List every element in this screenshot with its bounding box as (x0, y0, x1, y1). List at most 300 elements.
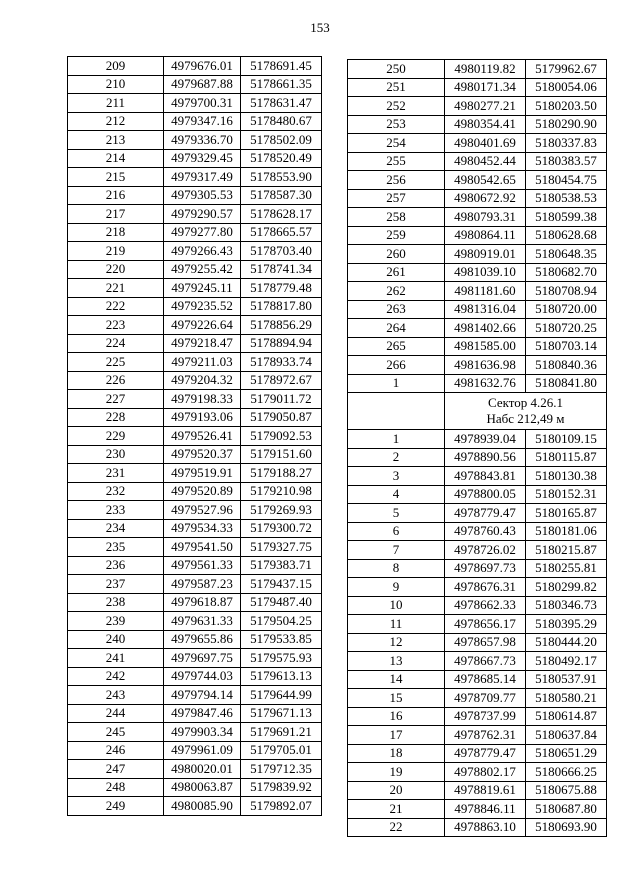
y-coordinate: 5178779.48 (241, 279, 322, 298)
x-coordinate: 4979687.88 (164, 75, 241, 94)
x-coordinate: 4979527.96 (164, 501, 241, 520)
y-coordinate: 5179151.60 (241, 445, 322, 464)
table-row (348, 615, 607, 634)
table-row (348, 115, 607, 134)
x-coordinate: 4979193.06 (164, 408, 241, 427)
table-row (348, 485, 607, 504)
point-number: 244 (68, 704, 164, 723)
table-row (348, 282, 607, 301)
point-number: 263 (348, 300, 445, 319)
table-row (348, 374, 607, 393)
x-coordinate: 4979744.03 (164, 667, 241, 686)
point-number: 243 (68, 686, 164, 705)
point-number: 241 (68, 649, 164, 668)
y-coordinate: 5180115.87 (526, 448, 607, 467)
point-number: 258 (348, 208, 445, 227)
y-coordinate: 5180614.87 (526, 707, 607, 726)
table-row (68, 260, 322, 279)
point-number: 242 (68, 667, 164, 686)
table-row (68, 408, 322, 427)
x-coordinate: 4979847.46 (164, 704, 241, 723)
y-coordinate: 5179575.93 (241, 649, 322, 668)
x-coordinate: 4979618.87 (164, 593, 241, 612)
table-row (68, 760, 322, 779)
point-number: 232 (68, 482, 164, 501)
point-number: 220 (68, 260, 164, 279)
x-coordinate: 4978846.11 (445, 800, 526, 819)
point-number: 236 (68, 556, 164, 575)
y-coordinate: 5180580.21 (526, 689, 607, 708)
point-number: 211 (68, 94, 164, 113)
point-number: 231 (68, 464, 164, 483)
point-number: 20 (348, 781, 445, 800)
table-row (68, 649, 322, 668)
table-row (68, 612, 322, 631)
x-coordinate: 4981316.04 (445, 300, 526, 319)
point-number: 237 (68, 575, 164, 594)
point-number: 18 (348, 744, 445, 763)
table-row (68, 575, 322, 594)
y-coordinate: 5178628.17 (241, 205, 322, 224)
y-coordinate: 5180840.36 (526, 356, 607, 375)
point-number: 265 (348, 337, 445, 356)
point-number: 21 (348, 800, 445, 819)
table-row (68, 630, 322, 649)
point-number: 221 (68, 279, 164, 298)
table-row (68, 556, 322, 575)
y-coordinate: 5178894.94 (241, 334, 322, 353)
y-coordinate: 5180841.80 (526, 374, 607, 393)
sector-header-row (348, 393, 607, 430)
table-row (348, 652, 607, 671)
y-coordinate: 5180152.31 (526, 485, 607, 504)
x-coordinate: 4980401.69 (445, 134, 526, 153)
table-row (348, 245, 607, 264)
table-row (68, 538, 322, 557)
table-row (348, 504, 607, 523)
table-row (68, 445, 322, 464)
table-row (348, 763, 607, 782)
x-coordinate: 4980171.34 (445, 78, 526, 97)
point-number: 228 (68, 408, 164, 427)
table-row (348, 726, 607, 745)
table-row (348, 596, 607, 615)
point-number: 250 (348, 60, 445, 79)
y-coordinate: 5179050.87 (241, 408, 322, 427)
x-coordinate: 4978737.99 (445, 707, 526, 726)
table-row (68, 279, 322, 298)
y-coordinate: 5178691.45 (241, 57, 322, 76)
point-number: 215 (68, 168, 164, 187)
coordinates-table-left (67, 56, 322, 816)
y-coordinate: 5180637.84 (526, 726, 607, 745)
y-coordinate: 5179300.72 (241, 519, 322, 538)
table-row (348, 559, 607, 578)
page-number: 153 (310, 20, 330, 35)
point-number: 266 (348, 356, 445, 375)
x-coordinate: 4979204.32 (164, 371, 241, 390)
point-number: 10 (348, 596, 445, 615)
table-row (348, 707, 607, 726)
point-number: 245 (68, 723, 164, 742)
table-row (348, 152, 607, 171)
x-coordinate: 4979697.75 (164, 649, 241, 668)
y-coordinate: 5180109.15 (526, 430, 607, 449)
point-number: 252 (348, 97, 445, 116)
y-coordinate: 5180181.06 (526, 522, 607, 541)
x-coordinate: 4979676.01 (164, 57, 241, 76)
x-coordinate: 4981181.60 (445, 282, 526, 301)
x-coordinate: 4978802.17 (445, 763, 526, 782)
point-number: 225 (68, 353, 164, 372)
table-row (348, 300, 607, 319)
point-number: 261 (348, 263, 445, 282)
x-coordinate: 4980919.01 (445, 245, 526, 264)
point-number: 216 (68, 186, 164, 205)
table-row (68, 741, 322, 760)
table-row (68, 168, 322, 187)
x-coordinate: 4979519.91 (164, 464, 241, 483)
point-number: 217 (68, 205, 164, 224)
y-coordinate: 5178520.49 (241, 149, 322, 168)
y-coordinate: 5178741.34 (241, 260, 322, 279)
point-number: 212 (68, 112, 164, 131)
y-coordinate: 5180203.50 (526, 97, 607, 116)
y-coordinate: 5178480.67 (241, 112, 322, 131)
table-row (68, 371, 322, 390)
x-coordinate: 4980020.01 (164, 760, 241, 779)
x-coordinate: 4981632.76 (445, 374, 526, 393)
x-coordinate: 4978779.47 (445, 744, 526, 763)
y-coordinate: 5178972.67 (241, 371, 322, 390)
table-row (348, 171, 607, 190)
x-coordinate: 4978843.81 (445, 467, 526, 486)
point-number: 229 (68, 427, 164, 446)
y-coordinate: 5180599.38 (526, 208, 607, 227)
table-row (68, 593, 322, 612)
point-number: 3 (348, 467, 445, 486)
sector-name: Сектор 4.26.1 (487, 395, 563, 410)
point-number: 222 (68, 297, 164, 316)
table-row (68, 519, 322, 538)
table-row (348, 97, 607, 116)
x-coordinate: 4980354.41 (445, 115, 526, 134)
y-coordinate: 5180538.53 (526, 189, 607, 208)
point-number: 218 (68, 223, 164, 242)
table-row (68, 501, 322, 520)
table-row (348, 578, 607, 597)
table-row (348, 208, 607, 227)
y-coordinate: 5179613.13 (241, 667, 322, 686)
table-row (68, 149, 322, 168)
y-coordinate: 5180648.35 (526, 245, 607, 264)
point-number: 248 (68, 778, 164, 797)
x-coordinate: 4979317.49 (164, 168, 241, 187)
x-coordinate: 4980085.90 (164, 797, 241, 816)
x-coordinate: 4978657.98 (445, 633, 526, 652)
x-coordinate: 4979520.37 (164, 445, 241, 464)
point-number: 13 (348, 652, 445, 671)
x-coordinate: 4978890.56 (445, 448, 526, 467)
x-coordinate: 4979245.11 (164, 279, 241, 298)
point-number: 251 (348, 78, 445, 97)
table-row (68, 353, 322, 372)
y-coordinate: 5179210.98 (241, 482, 322, 501)
x-coordinate: 4978779.47 (445, 504, 526, 523)
x-coordinate: 4979235.52 (164, 297, 241, 316)
point-number: 214 (68, 149, 164, 168)
point-number: 257 (348, 189, 445, 208)
y-coordinate: 5179188.27 (241, 464, 322, 483)
y-coordinate: 5180165.87 (526, 504, 607, 523)
point-number: 239 (68, 612, 164, 631)
table-row (68, 186, 322, 205)
point-number: 5 (348, 504, 445, 523)
point-number: 233 (68, 501, 164, 520)
x-coordinate: 4978762.31 (445, 726, 526, 745)
y-coordinate: 5179962.67 (526, 60, 607, 79)
point-number: 12 (348, 633, 445, 652)
point-number: 254 (348, 134, 445, 153)
x-coordinate: 4979587.23 (164, 575, 241, 594)
table-row (348, 781, 607, 800)
point-number: 249 (68, 797, 164, 816)
point-number: 6 (348, 522, 445, 541)
x-coordinate: 4979903.34 (164, 723, 241, 742)
table-row (348, 263, 607, 282)
table-row (348, 467, 607, 486)
table-row (68, 205, 322, 224)
table-row (348, 633, 607, 652)
y-coordinate: 5180682.70 (526, 263, 607, 282)
x-coordinate: 4979255.42 (164, 260, 241, 279)
y-coordinate: 5179092.53 (241, 427, 322, 446)
x-coordinate: 4979520.89 (164, 482, 241, 501)
point-number: 230 (68, 445, 164, 464)
point-number: 213 (68, 131, 164, 150)
x-coordinate: 4978709.77 (445, 689, 526, 708)
y-coordinate: 5180346.73 (526, 596, 607, 615)
y-coordinate: 5179269.93 (241, 501, 322, 520)
table-row (68, 464, 322, 483)
y-coordinate: 5180492.17 (526, 652, 607, 671)
x-coordinate: 4980063.87 (164, 778, 241, 797)
x-coordinate: 4980864.11 (445, 226, 526, 245)
point-number: 22 (348, 818, 445, 837)
y-coordinate: 5179644.99 (241, 686, 322, 705)
x-coordinate: 4981636.98 (445, 356, 526, 375)
y-coordinate: 5180666.25 (526, 763, 607, 782)
point-number: 15 (348, 689, 445, 708)
x-coordinate: 4978667.73 (445, 652, 526, 671)
table-row (68, 427, 322, 446)
y-coordinate: 5180651.29 (526, 744, 607, 763)
y-coordinate: 5178661.35 (241, 75, 322, 94)
table-row (348, 78, 607, 97)
x-coordinate: 4981402.66 (445, 319, 526, 338)
x-coordinate: 4980119.82 (445, 60, 526, 79)
y-coordinate: 5178817.80 (241, 297, 322, 316)
y-coordinate: 5180708.94 (526, 282, 607, 301)
x-coordinate: 4978819.61 (445, 781, 526, 800)
x-coordinate: 4978656.17 (445, 615, 526, 634)
y-coordinate: 5179327.75 (241, 538, 322, 557)
y-coordinate: 5178933.74 (241, 353, 322, 372)
point-number: 223 (68, 316, 164, 335)
point-number: 259 (348, 226, 445, 245)
table-row (348, 60, 607, 79)
y-coordinate: 5179671.13 (241, 704, 322, 723)
point-number: 260 (348, 245, 445, 264)
y-coordinate: 5179487.40 (241, 593, 322, 612)
x-coordinate: 4979541.50 (164, 538, 241, 557)
point-number: 264 (348, 319, 445, 338)
table-row (68, 686, 322, 705)
y-coordinate: 5179383.71 (241, 556, 322, 575)
x-coordinate: 4979961.09 (164, 741, 241, 760)
table-row (68, 94, 322, 113)
x-coordinate: 4979211.03 (164, 353, 241, 372)
y-coordinate: 5178665.57 (241, 223, 322, 242)
x-coordinate: 4979198.33 (164, 390, 241, 409)
y-coordinate: 5180687.80 (526, 800, 607, 819)
x-coordinate: 4978662.33 (445, 596, 526, 615)
y-coordinate: 5178587.30 (241, 186, 322, 205)
table-row (68, 223, 322, 242)
x-coordinate: 4979347.16 (164, 112, 241, 131)
point-number: 1 (348, 374, 445, 393)
table-row (68, 131, 322, 150)
y-coordinate: 5178631.47 (241, 94, 322, 113)
y-coordinate: 5179437.15 (241, 575, 322, 594)
table-row (68, 334, 322, 353)
x-coordinate: 4981039.10 (445, 263, 526, 282)
y-coordinate: 5180628.68 (526, 226, 607, 245)
point-number: 253 (348, 115, 445, 134)
y-coordinate: 5180675.88 (526, 781, 607, 800)
point-number: 247 (68, 760, 164, 779)
sector-title (445, 393, 607, 430)
x-coordinate: 4979277.80 (164, 223, 241, 242)
x-coordinate: 4980542.65 (445, 171, 526, 190)
x-coordinate: 4979526.41 (164, 427, 241, 446)
point-number: 1 (348, 430, 445, 449)
point-number: 224 (68, 334, 164, 353)
x-coordinate: 4979631.33 (164, 612, 241, 631)
point-number: 9 (348, 578, 445, 597)
y-coordinate: 5180395.29 (526, 615, 607, 634)
y-coordinate: 5180299.82 (526, 578, 607, 597)
x-coordinate: 4979329.45 (164, 149, 241, 168)
y-coordinate: 5180130.38 (526, 467, 607, 486)
y-coordinate: 5180255.81 (526, 559, 607, 578)
table-row (68, 112, 322, 131)
table-row (68, 242, 322, 261)
table-row (68, 482, 322, 501)
y-coordinate: 5178703.40 (241, 242, 322, 261)
table-row (348, 522, 607, 541)
table-row (348, 226, 607, 245)
y-coordinate: 5179705.01 (241, 741, 322, 760)
point-number: 256 (348, 171, 445, 190)
x-coordinate: 4980793.31 (445, 208, 526, 227)
x-coordinate: 4980452.44 (445, 152, 526, 171)
table-row (348, 800, 607, 819)
y-coordinate: 5179533.85 (241, 630, 322, 649)
y-coordinate: 5178553.90 (241, 168, 322, 187)
point-number: 4 (348, 485, 445, 504)
point-number: 226 (68, 371, 164, 390)
x-coordinate: 4981585.00 (445, 337, 526, 356)
point-number: 209 (68, 57, 164, 76)
point-number: 235 (68, 538, 164, 557)
table-row (68, 297, 322, 316)
x-coordinate: 4979534.33 (164, 519, 241, 538)
point-number: 238 (68, 593, 164, 612)
x-coordinate: 4980277.21 (445, 97, 526, 116)
table-row (348, 670, 607, 689)
y-coordinate: 5180290.90 (526, 115, 607, 134)
x-coordinate: 4978939.04 (445, 430, 526, 449)
point-number: 16 (348, 707, 445, 726)
x-coordinate: 4979266.43 (164, 242, 241, 261)
x-coordinate: 4979218.47 (164, 334, 241, 353)
table-row (68, 75, 322, 94)
point-number: 11 (348, 615, 445, 634)
table-row (68, 723, 322, 742)
table-row (348, 744, 607, 763)
point-number: 240 (68, 630, 164, 649)
point-number: 17 (348, 726, 445, 745)
y-coordinate: 5179712.35 (241, 760, 322, 779)
point-number: 8 (348, 559, 445, 578)
table-row (348, 189, 607, 208)
table-row (68, 667, 322, 686)
x-coordinate: 4979655.86 (164, 630, 241, 649)
point-number: 14 (348, 670, 445, 689)
y-coordinate: 5180720.25 (526, 319, 607, 338)
x-coordinate: 4979305.53 (164, 186, 241, 205)
x-coordinate: 4979290.57 (164, 205, 241, 224)
x-coordinate: 4978760.43 (445, 522, 526, 541)
x-coordinate: 4978697.73 (445, 559, 526, 578)
x-coordinate: 4978800.05 (445, 485, 526, 504)
table-row (348, 541, 607, 560)
table-row (68, 57, 322, 76)
point-number: 2 (348, 448, 445, 467)
x-coordinate: 4978726.02 (445, 541, 526, 560)
point-number: 219 (68, 242, 164, 261)
point-number: 255 (348, 152, 445, 171)
x-coordinate: 4978685.14 (445, 670, 526, 689)
x-coordinate: 4978676.31 (445, 578, 526, 597)
y-coordinate: 5180703.14 (526, 337, 607, 356)
x-coordinate: 4980672.92 (445, 189, 526, 208)
point-number: 7 (348, 541, 445, 560)
coordinates-table-right (347, 59, 607, 837)
y-coordinate: 5179011.72 (241, 390, 322, 409)
x-coordinate: 4979794.14 (164, 686, 241, 705)
table-row (68, 797, 322, 816)
table-row (68, 390, 322, 409)
x-coordinate: 4979700.31 (164, 94, 241, 113)
x-coordinate: 4979336.70 (164, 131, 241, 150)
sector-height: Набс 212,49 м (486, 411, 565, 426)
x-coordinate: 4979561.33 (164, 556, 241, 575)
table-row (68, 316, 322, 335)
x-coordinate: 4979226.64 (164, 316, 241, 335)
point-number: 210 (68, 75, 164, 94)
